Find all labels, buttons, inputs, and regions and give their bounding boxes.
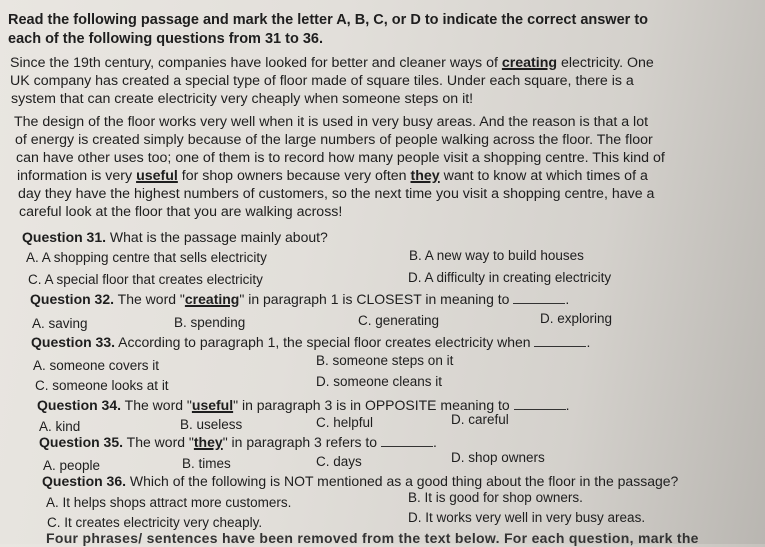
keyword-they: they xyxy=(410,168,440,184)
paragraph-1-line-2: UK company has created a special type of floor made of square tiles. Under each square, there is a xyxy=(10,73,634,89)
question-31: Question 31. What is the passage mainly about? xyxy=(22,229,328,245)
question-36: Question 36. Which of the following is NOT mentioned as a good thing about the floor in the passage? xyxy=(42,473,679,489)
q35-option-a[interactable]: A. people xyxy=(43,458,101,473)
paragraph-2-line-3: can have other uses too; one of them is to record how many people visit a shopping centre. This kind of xyxy=(16,150,665,166)
q36-option-b[interactable]: B. It is good for shop owners. xyxy=(408,490,583,505)
q36-option-c[interactable]: C. It creates electricity very cheaply. xyxy=(47,515,263,530)
paragraph-1-line-1: Since the 19th century, companies have looked for better and cleaner ways of creating electricity. One xyxy=(10,55,654,71)
instructions-line-1: Read the following passage and mark the letter A, B, C, or D to indicate the correct answer to xyxy=(8,12,649,28)
question-34: Question 34. The word "useful" in paragraph 3 is in OPPOSITE meaning to . xyxy=(37,397,570,413)
answer-blank xyxy=(534,335,586,347)
paragraph-2-line-4: information is very useful for shop owners because very often they want to know at which times of a xyxy=(17,168,648,184)
q32-option-d[interactable]: D. exploring xyxy=(540,311,613,326)
q34-option-d[interactable]: D. careful xyxy=(451,412,509,427)
paragraph-1-line-3: system that can create electricity very cheaply when someone steps on it! xyxy=(11,91,474,107)
q33-option-b[interactable]: B. someone steps on it xyxy=(316,353,454,368)
paragraph-2-line-6: careful look at the floor that you are walking across! xyxy=(19,204,343,220)
q31-option-b[interactable]: B. A new way to build houses xyxy=(409,248,584,263)
keyword-useful: useful xyxy=(136,168,178,184)
q34-option-b[interactable]: B. useless xyxy=(180,417,243,432)
paragraph-2-line-2: of energy is created simply because of the large numbers of people walking across the floor. The floor xyxy=(15,132,653,148)
q32-option-b[interactable]: B. spending xyxy=(174,315,246,330)
q31-option-d[interactable]: D. A difficulty in creating electricity xyxy=(408,270,612,285)
question-35: Question 35. The word "they" in paragraph 3 refers to . xyxy=(39,434,437,450)
q32-option-a[interactable]: A. saving xyxy=(32,316,88,331)
keyword-creating: creating xyxy=(501,55,558,71)
q32-option-c[interactable]: C. generating xyxy=(358,313,440,328)
paragraph-2-line-1: The design of the floor works very well when it is used in very busy areas. And the reason is that a lot xyxy=(14,114,649,130)
paragraph-2-line-5: day they have the highest numbers of customers, so the next time you visit a shopping centre, have a xyxy=(18,186,655,202)
q33-option-d[interactable]: D. someone cleans it xyxy=(316,374,443,389)
q31-option-c[interactable]: C. A special floor that creates electricity xyxy=(28,272,263,287)
q35-option-d[interactable]: D. shop owners xyxy=(451,450,545,465)
question-32: Question 32. The word "creating" in paragraph 1 is CLOSEST in meaning to . xyxy=(30,291,570,307)
answer-blank xyxy=(514,398,566,410)
q34-option-a[interactable]: A. kind xyxy=(39,419,81,434)
question-33: Question 33. According to paragraph 1, the special floor creates electricity when . xyxy=(31,334,591,350)
q36-option-d[interactable]: D. It works very well in very busy areas. xyxy=(408,510,646,525)
next-section-instructions: Four phrases/ sentences have been removed from the text below. For each question, mark the xyxy=(46,530,699,546)
q33-option-c[interactable]: C. someone looks at it xyxy=(35,378,169,393)
answer-blank xyxy=(513,292,565,304)
answer-blank xyxy=(381,435,433,447)
q35-option-b[interactable]: B. times xyxy=(182,456,231,471)
q35-option-c[interactable]: C. days xyxy=(316,454,362,469)
q31-option-a[interactable]: A. A shopping centre that sells electricity xyxy=(26,250,267,265)
q34-option-c[interactable]: C. helpful xyxy=(316,415,374,430)
q36-option-a[interactable]: A. It helps shops attract more customers. xyxy=(46,495,292,510)
instructions-line-2: each of the following questions from 31 to 36. xyxy=(8,31,324,47)
q33-option-a[interactable]: A. someone covers it xyxy=(33,358,160,373)
